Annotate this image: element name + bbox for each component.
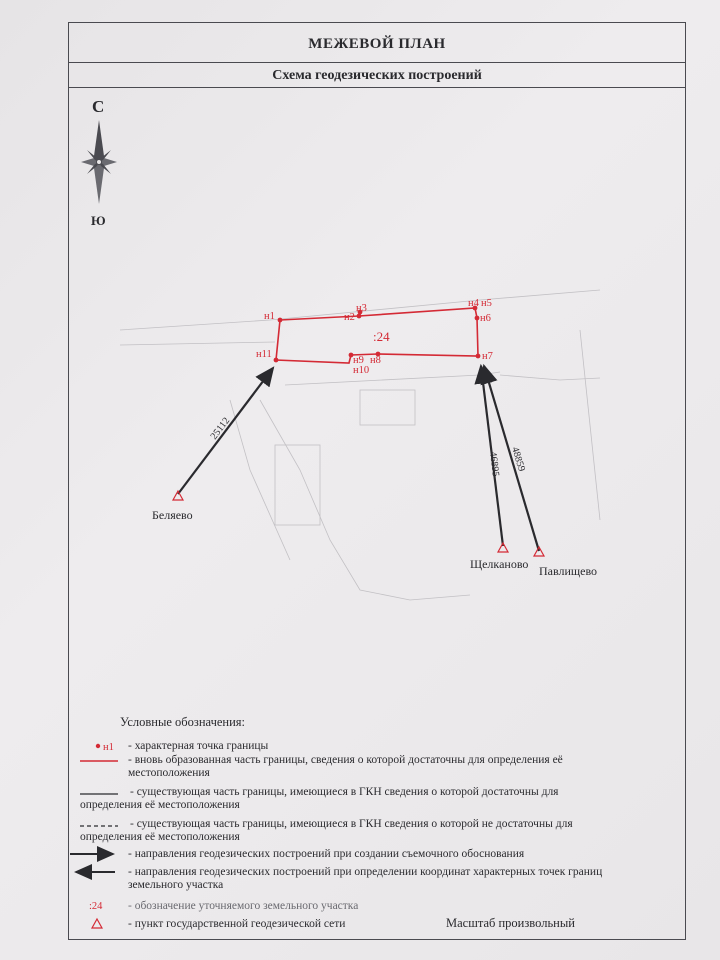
geodetic-stations	[173, 491, 544, 556]
legend-item-text: - обозначение уточняемого земельного участка	[128, 900, 359, 912]
boundary-point	[357, 314, 362, 319]
legend-title: Условные обозначения:	[120, 715, 246, 729]
point-label-n1: н1	[264, 311, 275, 322]
legend-point-symbol-label: н1	[103, 742, 114, 753]
legend-item-text: - существующая часть границы, имеющиеся в ГКН сведения о которой не достаточны для определения её местоположения	[80, 818, 573, 843]
point-label-n8: н8	[370, 355, 381, 366]
legend-point-symbol	[96, 744, 100, 748]
point-label-n6: н6	[480, 313, 491, 324]
compass-rose	[81, 120, 117, 204]
point-label-n7: н7	[482, 351, 493, 362]
legend-item-text: - характерная точка границы	[128, 740, 269, 752]
survey-directions	[178, 366, 539, 551]
boundary-point	[476, 354, 481, 359]
point-label-n3: н3	[356, 303, 367, 314]
legend-item-text: - вновь образованная часть границы, сведения о которой достаточны для определения её местоположения	[128, 754, 563, 779]
point-label-n2: н2	[344, 312, 355, 323]
background-cadastral-lines	[120, 290, 600, 600]
parcel-label: :24	[373, 329, 390, 344]
point-label-n10: н10	[353, 365, 370, 376]
legend-item-text: - пункт государственной геодезической сети	[128, 918, 346, 930]
station-label-shchelkanovo: Щелканово	[470, 557, 529, 571]
compass-south-label: Ю	[91, 213, 106, 228]
boundary-point	[278, 318, 283, 323]
scale-label: Масштаб произвольный	[446, 916, 575, 930]
legend-item-text: - существующая часть границы, имеющиеся в ГКН сведения о которой достаточны для определения её местоположения	[80, 786, 559, 811]
page-title: МЕЖЕВОЙ ПЛАН	[308, 36, 446, 52]
compass-north-label: С	[92, 97, 105, 116]
point-label-n11: н11	[256, 349, 272, 360]
station-label-pavlishchevo: Павлищево	[539, 564, 598, 578]
legend-parcel-symbol: :24	[89, 901, 103, 912]
station-label-belyaevo: Беляево	[152, 508, 193, 522]
legend-item-text: - направления геодезических построений при создании съемочного обоснования	[128, 848, 525, 860]
boundary-point	[475, 316, 480, 321]
distance-label-belyaevo: 25112	[208, 415, 233, 442]
point-label-n9: н9	[353, 355, 364, 366]
legend-item-text: - направления геодезических построений при определении координат характерных точек границ земельного участка	[128, 866, 603, 891]
page-subtitle: Схема геодезических построений	[272, 68, 482, 83]
legend-station-icon	[92, 919, 102, 928]
boundary-point	[274, 358, 279, 363]
point-label-n5: н5	[481, 298, 492, 309]
point-label-n4: н4	[468, 298, 479, 309]
distance-label-pavlishchevo: 48859	[509, 445, 527, 473]
distance-label-shchelkanovo: 46895	[487, 451, 501, 478]
